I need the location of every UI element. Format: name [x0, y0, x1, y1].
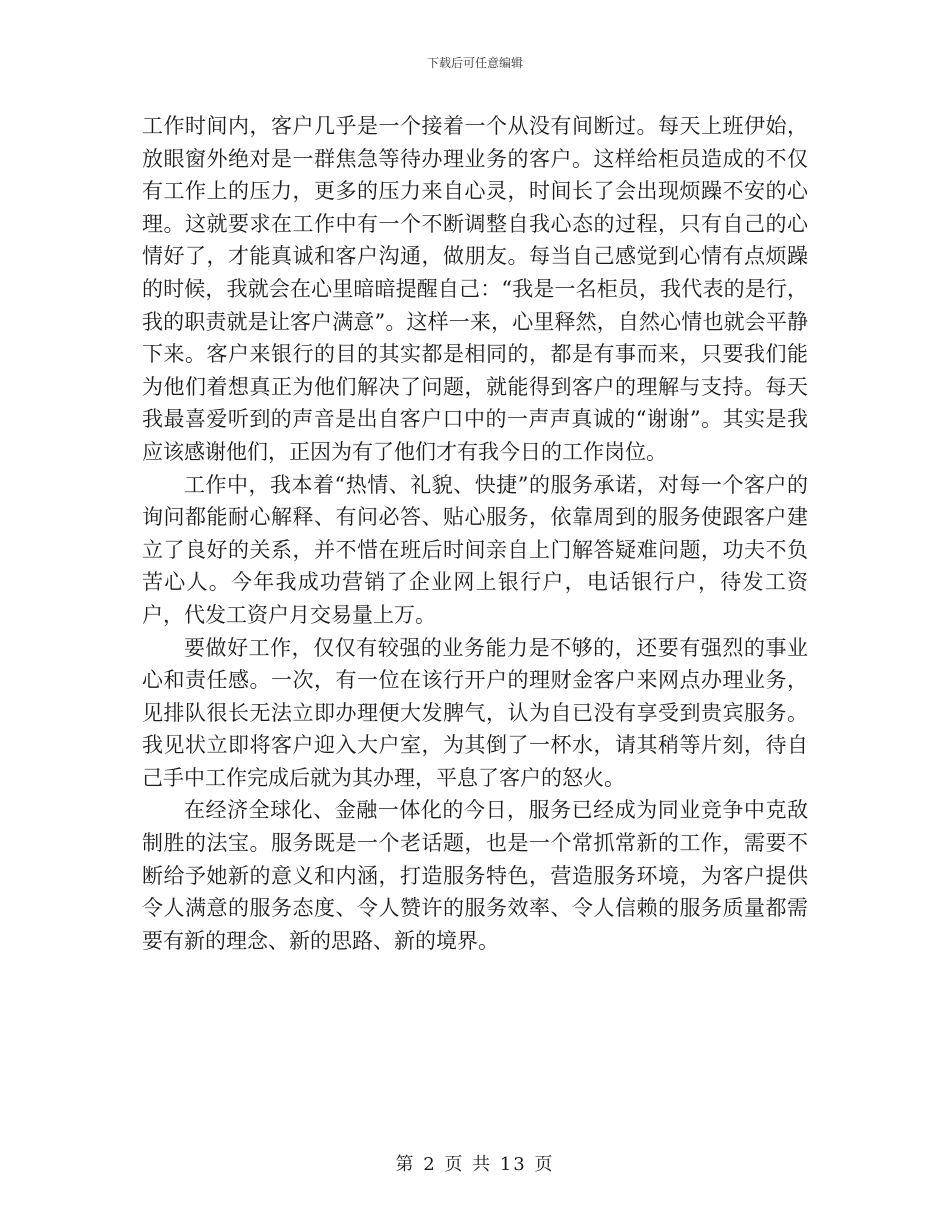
document-body [142, 110, 808, 957]
paragraph-4: 在经济全球化、金融一体化的今日，服务已经成为同业竞争中克敌制胜的法宝。服务既是一个老话题，也是一个常抓常新的工作，需要不断给予她新的意义和内涵，打造服务特色，营造服务环境，为客户提供令人满意的服务态度、令人赞许的服务效率、令人信赖的服务质量都需要有新的理念、新的思路、新的境界。 [142, 798, 808, 953]
paragraph-1: 工作时间内，客户几乎是一个接着一个从没有间断过。每天上班伊始，放眼窗外绝对是一群焦急等待办理业务的客户。这样给柜员造成的不仅有工作上的压力，更多的压力来自心灵，时间长了会出现烦躁不安的心理。这就要求在工作中有一个不断调整自我心态的过程，只有自己的心情好了，才能真诚和客户沟通，做朋友。每当自己感觉到心情有点烦躁的时候，我就会在心里暗暗提醒自己：“我是一名柜员，我代表的是行，我的职责就是让客户满意”。这样一来，心里释然，自然心情也就会平静下来。客户来银行的目的其实都是相同的，都是有事而来，只要我们能为他们着想真正为他们解决了问题，就能得到客户的理解与支持。每天我最喜爱听到的声音是出自客户口中的一声声真诚的“谢谢”。其实是我应该感谢他们，正因为有了他们才有我今日的工作岗位。 [142, 114, 808, 464]
paragraph-2: 工作中，我本着“热情、礼貌、快捷”的服务承诺，对每一个客户的询问都能耐心解释、有问必答、贴心服务，依靠周到的服务使跟客户建立了良好的关系，并不惜在班后时间亲自上门解答疑难问题，功夫不负苦心人。今年我成功营销了企业网上银行户，电话银行户，待发工资户，代发工资户月交易量上万。 [142, 472, 808, 627]
page-number-footer: 第 2 页 共 13 页 [395, 1154, 555, 1175]
paragraph-3: 要做好工作，仅仅有较强的业务能力是不够的，还要有强烈的事业心和责任感。一次，有一位在该行开户的理财金客户来网点办理业务，见排队很长无法立即办理便大发脾气，认为自已没有享受到贵宾服务。我见状立即将客户迎入大户室，为其倒了一杯水，请其稍等片刻，待自己手中工作完成后就为其办理，平息了客户的怒火。 [142, 635, 808, 790]
page-header: 下载后可任意编辑 [426, 56, 523, 70]
